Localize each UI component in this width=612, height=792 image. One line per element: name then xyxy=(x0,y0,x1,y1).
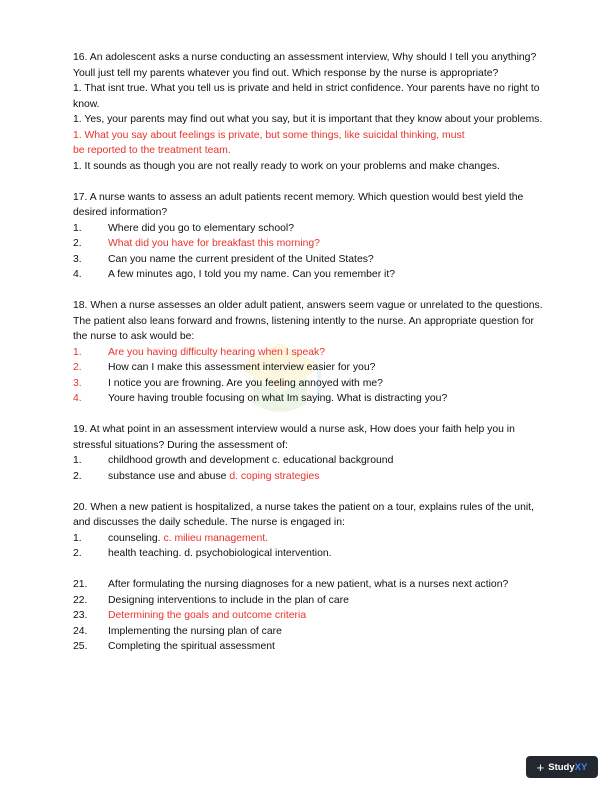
question-16 xyxy=(73,50,551,174)
question-stem: 16. An adolescent asks a nurse conducting an assessment interview, Why should I tell you anything? Youll just tell my parents whatever you find out. Which response by the nurse is appropriate? xyxy=(73,52,537,79)
option-text: A few minutes ago, I told you my name. Can you remember it? xyxy=(108,269,396,280)
option-text: How can I make this assessment interview easier for you? xyxy=(108,362,376,373)
question-stem: 17. A nurse wants to assess an adult patients recent memory. Which question would best yield the desired information? xyxy=(73,191,524,218)
correct-answer-option: 1. What you say about feelings is private, but some things, like suicidal thinking, must xyxy=(73,129,465,141)
correct-answer-option xyxy=(73,236,551,252)
option-number: 2. xyxy=(73,362,82,373)
item-text: Completing the spiritual assessment xyxy=(108,641,275,652)
item-text: Implementing the nursing plan of care xyxy=(108,625,282,637)
question-19 xyxy=(73,422,551,484)
item-number: 23. xyxy=(73,610,88,621)
item-number: 22. xyxy=(73,594,88,606)
option-number: 1. xyxy=(73,346,82,358)
option-number: 4. xyxy=(73,393,82,404)
option-text: Can you name the current president of the United States? xyxy=(108,253,374,265)
answer-option xyxy=(73,593,551,609)
answer-option xyxy=(73,469,551,485)
answer-option xyxy=(73,221,551,237)
option-number: 3. xyxy=(73,377,82,389)
item-number: 21. xyxy=(73,579,88,590)
answer-option xyxy=(73,252,551,268)
question-20 xyxy=(73,500,551,562)
correct-answer-continuation: be reported to the treatment team. xyxy=(73,145,231,156)
option-text xyxy=(108,469,551,485)
correct-answer-highlight: c. milieu management. xyxy=(163,532,268,544)
option-text: Where did you go to elementary school? xyxy=(108,222,294,234)
item-text: Designing interventions to include in the plan of care xyxy=(108,594,349,606)
correct-answer-option xyxy=(73,345,551,361)
item-number: 24. xyxy=(73,625,88,637)
answer-option xyxy=(73,546,551,562)
question-17 xyxy=(73,190,551,283)
answer-option xyxy=(73,391,551,407)
brand-suffix: XY xyxy=(574,761,588,773)
item-text: Determining the goals and outcome criteria xyxy=(108,610,307,621)
option-number: 1. xyxy=(73,532,82,544)
option-text xyxy=(108,531,551,547)
option-number: 4. xyxy=(73,269,82,280)
option-text-plain: substance use and abuse xyxy=(108,470,230,482)
answer-option: 1. That isnt true. What you tell us is private and held in strict confidence. Your parents have no right to know. xyxy=(73,83,540,110)
option-number: 1. xyxy=(73,455,82,466)
item-text: After formulating the nursing diagnoses for a new patient, what is a nurses next action? xyxy=(108,579,509,590)
question-list xyxy=(73,50,551,670)
question-18 xyxy=(73,298,551,407)
answer-option xyxy=(73,360,551,376)
question-stem: 19. At what point in an assessment interview would a nurse ask, How does your faith help you in stressful situations? During the assessment of: xyxy=(73,424,515,451)
option-number: 1. xyxy=(73,222,82,234)
option-text: Youre having trouble focusing on what Im saying. What is distracting you? xyxy=(108,393,448,404)
option-text: health teaching. d. psychobiological intervention. xyxy=(108,548,332,559)
answer-option xyxy=(73,624,551,640)
option-number: 3. xyxy=(73,253,82,265)
answer-option xyxy=(73,267,551,283)
option-number: 2. xyxy=(73,238,82,249)
option-text: Are you having difficulty hearing when I speak? xyxy=(108,346,325,358)
answer-option xyxy=(73,639,551,655)
correct-answer-highlight: d. coping strategies xyxy=(229,470,320,482)
correct-answer-option xyxy=(73,608,551,624)
option-text: childhood growth and development c. educational background xyxy=(108,455,394,466)
answer-option: 1. Yes, your parents may find out what you say, but it is important that they know about your problems. xyxy=(73,114,543,125)
option-text: What did you have for breakfast this morning? xyxy=(108,238,320,249)
item-number: 25. xyxy=(73,641,88,652)
plus-icon: + xyxy=(536,759,545,775)
option-number: 2. xyxy=(73,470,82,482)
option-text-plain: counseling. xyxy=(108,532,164,544)
answer-option xyxy=(73,531,551,547)
answer-option xyxy=(73,376,551,392)
answer-option xyxy=(73,453,551,469)
answer-option: 1. It sounds as though you are not really ready to work on your problems and make changes. xyxy=(73,160,500,172)
question-stem: 20. When a new patient is hospitalized, a nurse takes the patient on a tour, explains rules of the unit, and discusses the daily schedule. The nurse is engaged in: xyxy=(73,501,534,528)
question-stem xyxy=(73,577,551,593)
question-21 xyxy=(73,577,551,655)
brand-name: Study xyxy=(548,761,575,773)
question-stem: 18. When a nurse assesses an older adult patient, answers seem vague or unrelated to the questions. The patient also leans forward and frowns, listening intently to the nurse. An appropriate question for the nurse to ask would be: xyxy=(73,300,543,342)
option-text: I notice you are frowning. Are you feeling annoyed with me? xyxy=(108,377,383,389)
studyxy-badge[interactable] xyxy=(526,756,598,778)
option-number: 2. xyxy=(73,548,82,559)
